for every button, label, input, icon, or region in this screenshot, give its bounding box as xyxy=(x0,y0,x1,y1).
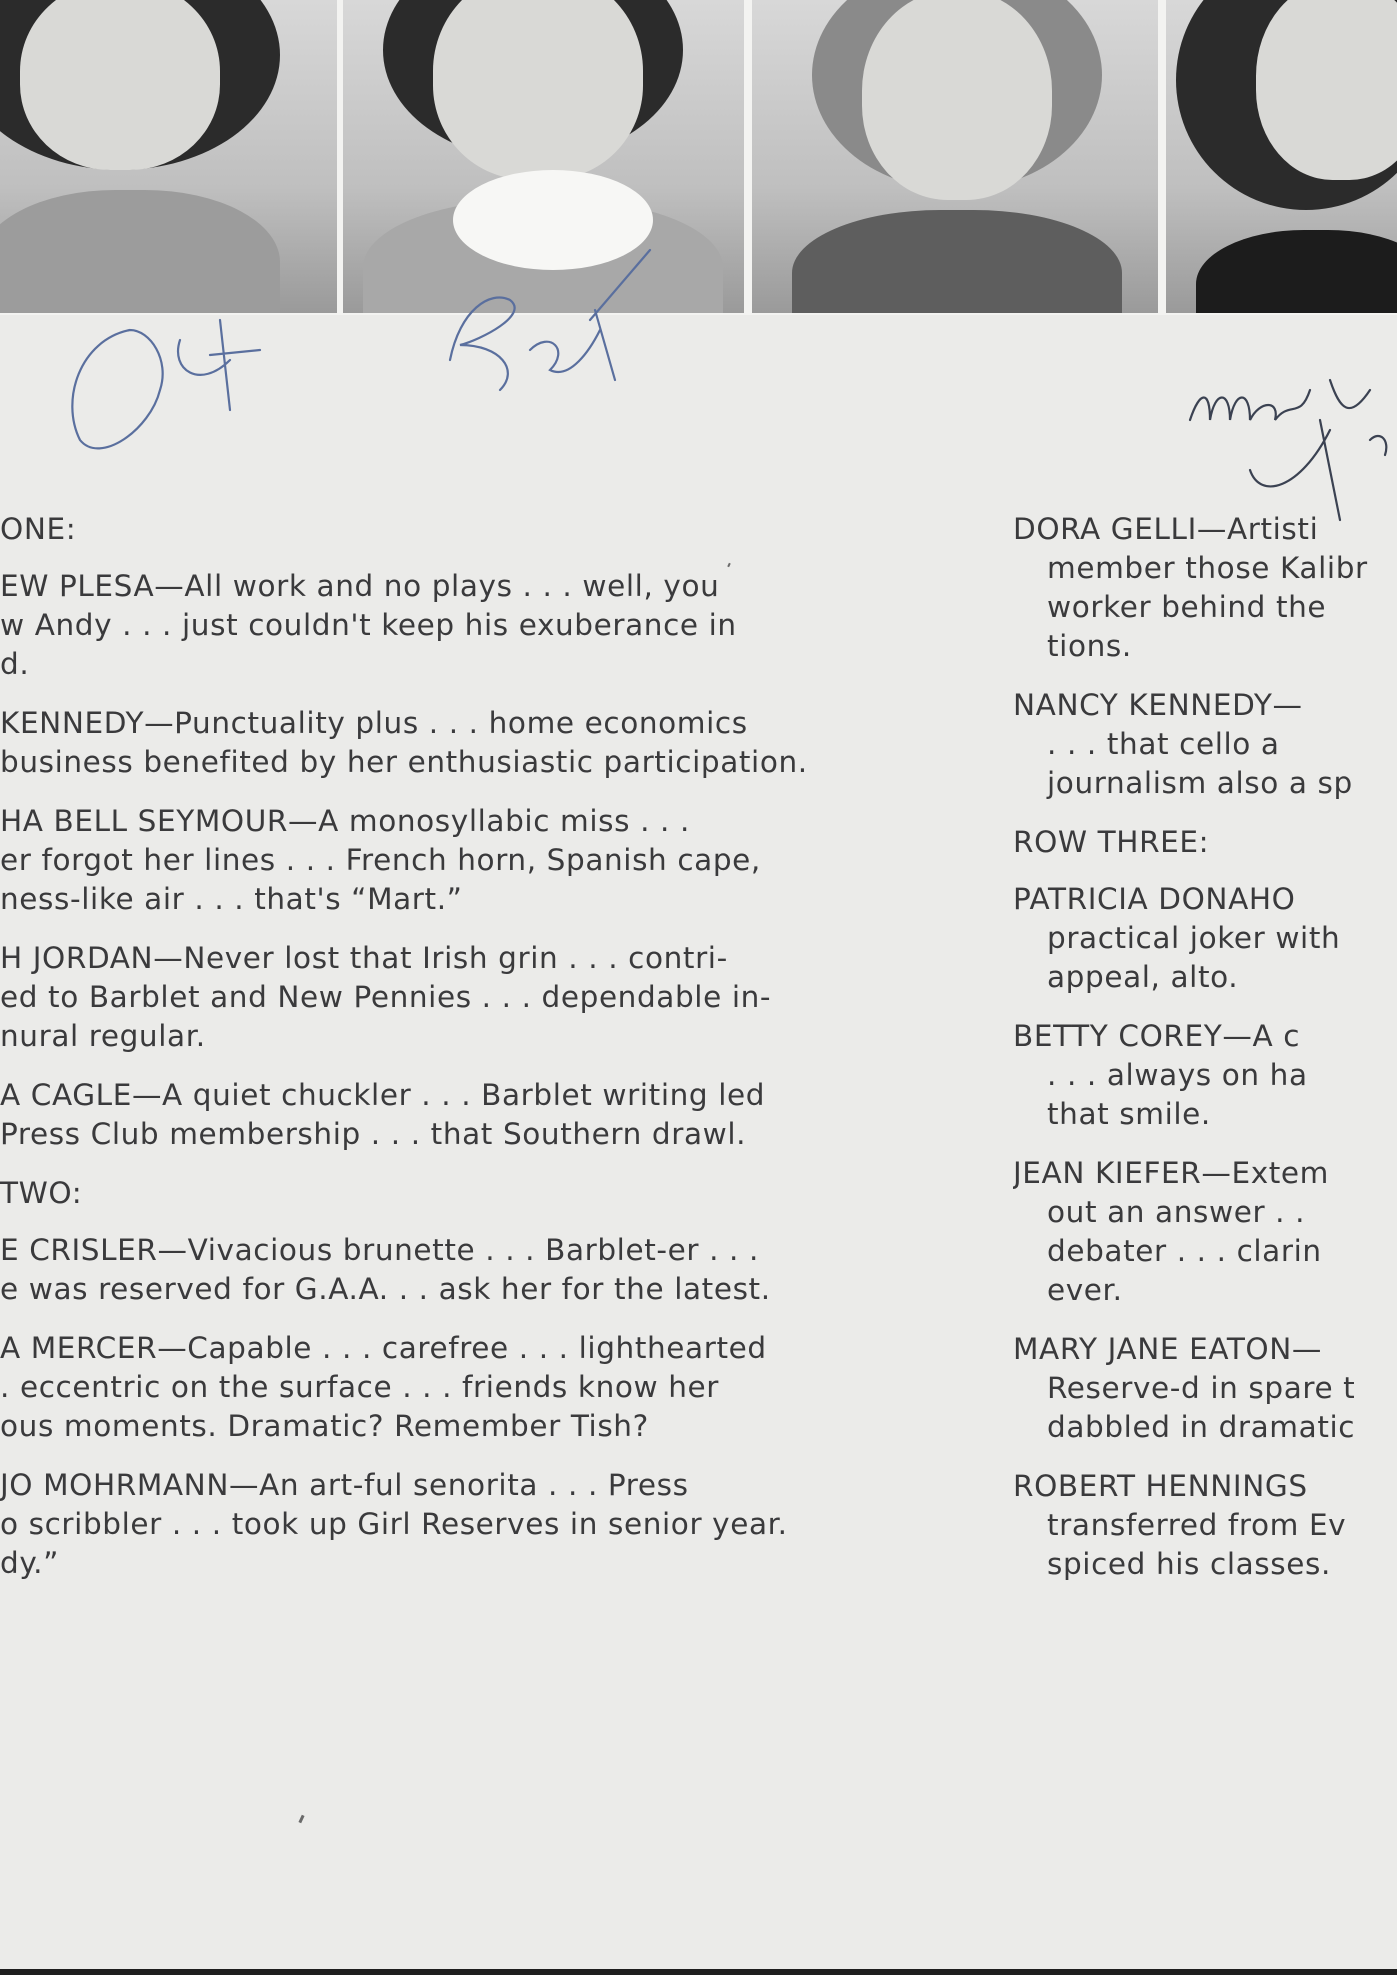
entry-line: ous moments. Dramatic? Remember Tish? xyxy=(0,1409,649,1443)
student-entry xyxy=(0,1231,915,1309)
page-edge xyxy=(0,1969,1397,1975)
signature-pat xyxy=(60,300,280,470)
student-entry xyxy=(1013,510,1397,666)
entry-line: ROBERT HENNINGS xyxy=(1013,1469,1308,1503)
student-entry xyxy=(1013,1017,1397,1134)
entry-line: that smile. xyxy=(1047,1097,1211,1131)
right-text-column xyxy=(1013,510,1397,1604)
entry-line: spiced his classes. xyxy=(1047,1547,1331,1581)
student-entry xyxy=(1013,1330,1397,1447)
row-heading: TWO: xyxy=(0,1176,83,1210)
entry-line: DORA GELLI—Artisti xyxy=(1013,512,1319,546)
student-entry xyxy=(0,1329,915,1446)
entry-line: NANCY KENNEDY— xyxy=(1013,688,1303,722)
entry-line: dy.” xyxy=(0,1546,60,1580)
entry-line: MARY JANE EATON— xyxy=(1013,1332,1323,1366)
student-entry xyxy=(1013,686,1397,803)
entry-line: Reserve-d in spare t xyxy=(1047,1371,1356,1405)
entry-line: . eccentric on the surface . . . friends know her xyxy=(0,1370,719,1404)
entry-line: ever. xyxy=(1047,1273,1123,1307)
entry-line: o scribbler . . . took up Girl Reserves in senior year. xyxy=(0,1507,788,1541)
entry-line: out an answer . . xyxy=(1047,1195,1306,1229)
entry-line: . . . always on ha xyxy=(1047,1058,1308,1092)
entry-line: d. xyxy=(0,647,30,681)
student-entry xyxy=(0,704,915,782)
entry-line: tions. xyxy=(1047,629,1132,663)
entry-line: business benefited by her enthusiastic participation. xyxy=(0,745,808,779)
entry-line: Press Club membership . . . that Southern drawl. xyxy=(0,1117,747,1151)
entry-line: member those Kalibr xyxy=(1047,551,1368,585)
entry-line: ed to Barblet and New Pennies . . . dependable in- xyxy=(0,980,772,1014)
student-entry xyxy=(1013,1154,1397,1310)
entry-line: dabbled in dramatic xyxy=(1047,1410,1356,1444)
signature-mary-jo xyxy=(1180,360,1397,530)
student-entry xyxy=(0,1076,915,1154)
entry-line: . . . that cello a xyxy=(1047,727,1280,761)
entry-line: KENNEDY—Punctuality plus . . . home economics xyxy=(0,706,748,740)
entry-line: er forgot her lines . . . French horn, Spanish cape, xyxy=(0,843,761,877)
entry-line: E CRISLER—Vivacious brunette . . . Barblet-er . . . xyxy=(0,1233,759,1267)
entry-line: H JORDAN—Never lost that Irish grin . . . contri- xyxy=(0,941,728,975)
portrait-strip xyxy=(0,0,1397,315)
portrait-photo-1 xyxy=(0,0,337,313)
entry-line: nural regular. xyxy=(0,1019,206,1053)
entry-line: appeal, alto. xyxy=(1047,960,1239,994)
portrait-photo-3 xyxy=(752,0,1158,313)
entry-line: JO MOHRMANN—An art-ful senorita . . . Press xyxy=(0,1468,689,1502)
entry-line: w Andy . . . just couldn't keep his exuberance in xyxy=(0,608,737,642)
entry-line: debater . . . clarin xyxy=(1047,1234,1322,1268)
student-entry xyxy=(0,939,915,1056)
student-entry xyxy=(1013,1467,1397,1584)
entry-line: journalism also a sp xyxy=(1047,766,1353,800)
entry-line: JEAN KIEFER—Extem xyxy=(1013,1156,1330,1190)
entry-line: EW PLESA—All work and no plays . . . well, you xyxy=(0,569,720,603)
row-heading: ONE: xyxy=(0,512,77,546)
signature-bet xyxy=(420,230,680,420)
entry-line: worker behind the xyxy=(1047,590,1327,624)
entry-line: transferred from Ev xyxy=(1047,1508,1347,1542)
student-entry xyxy=(0,1466,915,1583)
paper-speck xyxy=(298,1815,304,1824)
entry-line: HA BELL SEYMOUR—A monosyllabic miss . . . xyxy=(0,804,690,838)
entry-line: BETTY COREY—A c xyxy=(1013,1019,1301,1053)
entry-line: e was reserved for G.A.A. . . ask her for the latest. xyxy=(0,1272,771,1306)
entry-line: ness-like air . . . that's “Mart.” xyxy=(0,882,463,916)
student-entry xyxy=(1013,880,1397,997)
portrait-photo-4 xyxy=(1166,0,1397,313)
entry-line: PATRICIA DONAHO xyxy=(1013,882,1296,916)
left-text-column xyxy=(0,510,915,1603)
entry-line: A MERCER—Capable . . . carefree . . . lighthearted xyxy=(0,1331,767,1365)
student-entry xyxy=(0,567,915,684)
entry-line: A CAGLE—A quiet chuckler . . . Barblet writing led xyxy=(0,1078,766,1112)
entry-line: practical joker with xyxy=(1047,921,1341,955)
row-heading: ROW THREE: xyxy=(1013,825,1210,859)
student-entry xyxy=(0,802,915,919)
